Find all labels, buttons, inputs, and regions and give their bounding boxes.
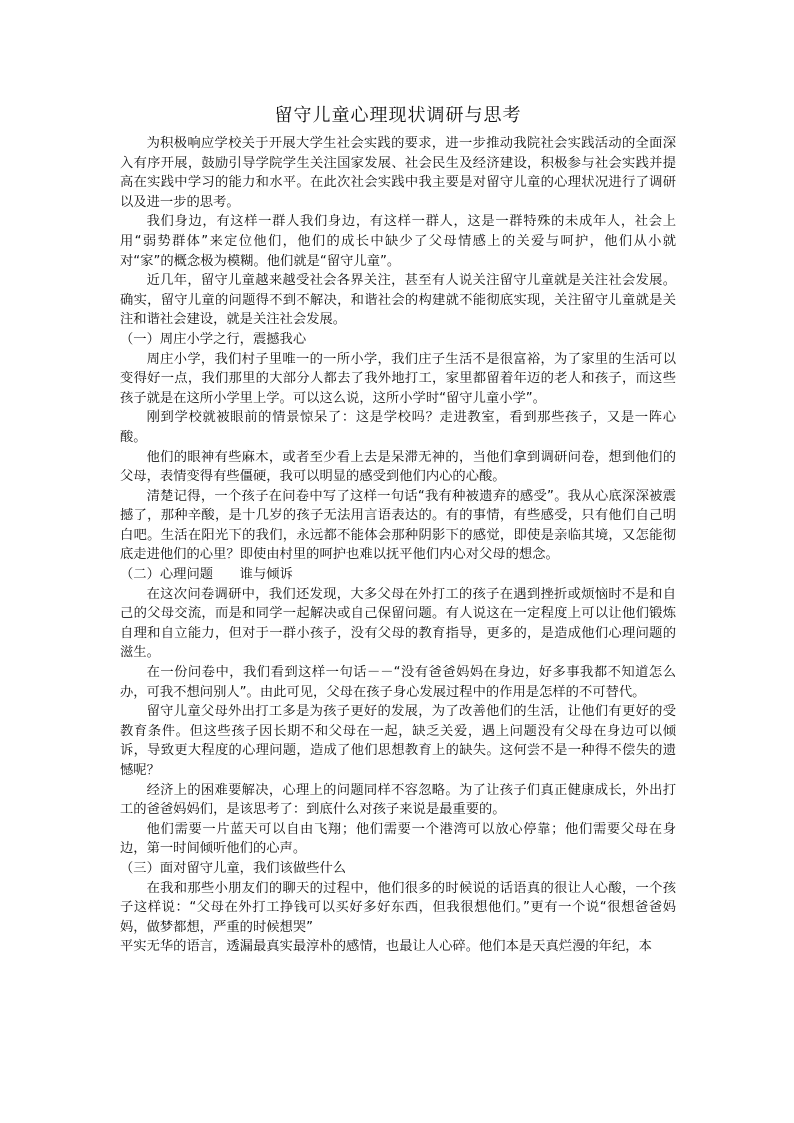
body-paragraph: 他们的眼神有些麻木，或者至少看上去是呆滞无神的，当他们拿到调研问卷，想到他们的父母，表情变得有些僵硬，我可以明显的感受到他们内心的心酸。 [120,449,676,485]
body-paragraph: 我们身边，有这样一群人我们身边，有这样一群人，这是一群特殊的未成年人，社会上用“弱势群体”来定位他们，他们的成长中缺少了父母情感上的关爱与呵护，他们从小就对“家”的概念极为模糊。他们就是“留守儿童”。 [120,214,676,269]
document-body [120,134,676,957]
body-paragraph: 他们需要一片蓝天可以自由飞翔；他们需要一个港湾可以放心停靠；他们需要父母在身边，第一时间倾听他们的心声。 [120,821,676,857]
body-paragraph: 平实无华的语言，透漏最真实最淳朴的感情，也最让人心碎。他们本是天真烂漫的年纪，本 [120,939,652,955]
body-paragraph: 经济上的困难要解决，心理上的问题同样不容忽略。为了让孩子们真正健康成长，外出打工的爸爸妈妈们，是该思考了：到底什么对孩子来说是最重要的。 [120,782,676,818]
body-paragraph: 留守儿童父母外出打工多是为孩子更好的发展，为了改善他们的生活，让他们有更好的受教育条件。但这些孩子因长期不和父母在一起，缺乏关爱，遇上问题没有父母在身边可以倾诉，导致更大程度的心理问题，造成了他们思想教育上的缺失。这何尝不是一种得不偿失的遗憾呢？ [120,704,676,778]
body-paragraph: 在一份问卷中，我们看到这样一句话－－“没有爸爸妈妈在身边，好多事我都不知道怎么办，可我不想问别人”。由此可见，父母在孩子身心发展过程中的作用是怎样的不可替代。 [120,665,676,700]
document-title: 留守儿童心理现状调研与思考 [274,105,522,126]
body-paragraph: 周庄小学，我们村子里唯一的一所小学，我们庄子生活不是很富裕，为了家里的生活可以变得好一点，我们那里的大部分人都去了我外地打工，家里都留着年迈的老人和孩子，而这些孩子就是在这所小学里上学。可以这么说，这所小学时“留守儿童小学”。 [120,351,676,406]
section-heading: （二）心理问题 谁与倾诉 [120,567,293,583]
document-page [120,102,676,957]
body-paragraph: 在这次问卷调研中，我们还发现，大多父母在外打工的孩子在遇到挫折或烦恼时不是和自己的父母交流，而是和同学一起解决或自己保留问题。有人说这在一定程度上可以让他们锻炼自理和自立能力，但对于一群小孩子，没有父母的教育指导，更多的，是造成他们心理问题的滋生。 [120,586,676,661]
section-heading: （一）周庄小学之行，震撼我心 [120,331,307,347]
section-heading: （三）面对留守儿童，我们该做些什么 [120,860,347,876]
body-paragraph: 刚到学校就被眼前的情景惊呆了：这是学校吗？走进教室，看到那些孩子，又是一阵心酸。 [120,410,676,445]
body-paragraph: 为积极响应学校关于开展大学生社会实践的要求，进一步推动我院社会实践活动的全面深入有序开展，鼓励引导学院学生关注国家发展、社会民生及经济建设，积极参与社会实践并提高在实践中学习的能力和水平。在此次社会实践中我主要是对留守儿童的心理状况进行了调研以及进一步的思考。 [120,136,676,210]
body-paragraph: 清楚记得，一个孩子在问卷中写了这样一句话“我有种被遗弃的感受”。我从心底深深被震撼了，那种辛酸，是十几岁的孩子无法用言语表达的。有的事情，有些感受，只有他们自己明白吧。生活在阳光下的我们，永远都不能体会那种阴影下的感觉，即使是亲临其境，又怎能彻底走进他们的心里？即使由村里的呵护也难以抚平他们内心对父母的想念。 [120,488,676,563]
body-paragraph: 在我和那些小朋友们的聊天的过程中，他们很多的时候说的话语真的很让人心酸，一个孩子这样说：“父母在外打工挣钱可以买好多好东西，但我很想他们。”更有一个说“很想爸爸妈妈，做梦都想，严重的时候想哭” [120,880,676,935]
body-paragraph: 近几年，留守儿童越来越受社会各界关注，甚至有人说关注留守儿童就是关注社会发展。确实，留守儿童的问题得不到不解决，和谐社会的构建就不能彻底实现，关注留守儿童就是关注和谐社会建设，就是关注社会发展。 [120,273,676,328]
